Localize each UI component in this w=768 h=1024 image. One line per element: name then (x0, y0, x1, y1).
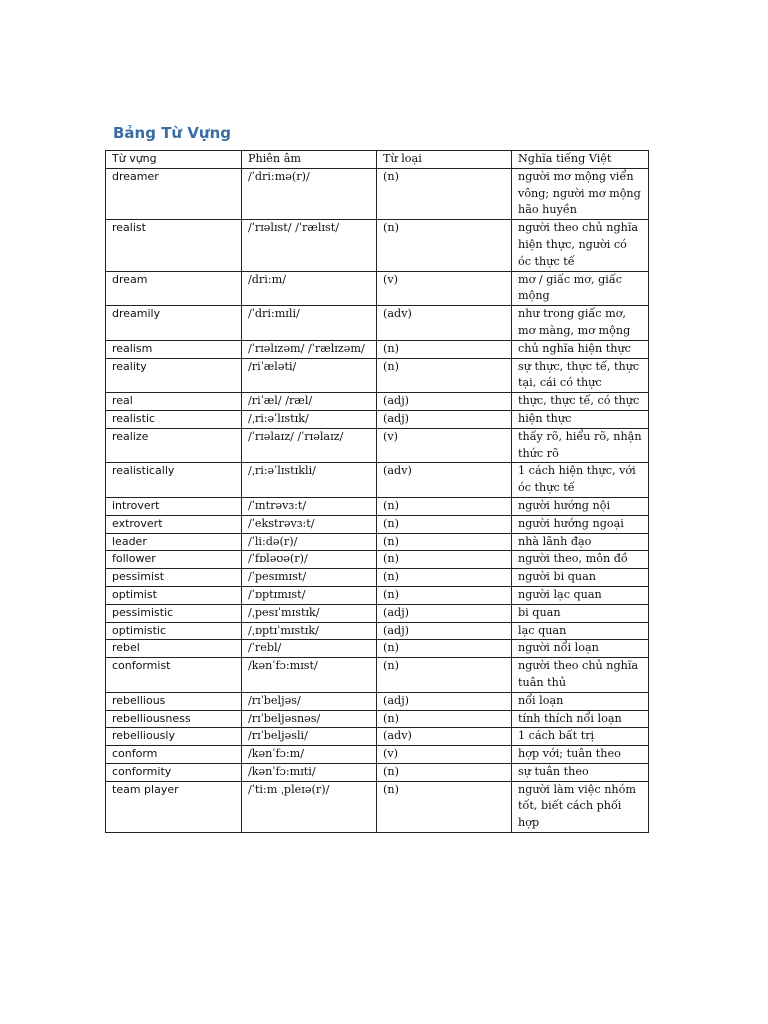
table-row (106, 515, 649, 533)
meaning-cell: người theo chủ nghĩa hiện thực, người có óc thực tế (512, 220, 649, 271)
pronunciation-cell: /ˈrebl/ (242, 640, 377, 658)
pronunciation-cell: /ˈti:m ˌpleɪə(r)/ (242, 781, 377, 832)
page-title: Bảng Từ Vựng (113, 124, 232, 142)
pronunciation-cell: /ˈli:də(r)/ (242, 533, 377, 551)
part-of-speech-cell: (adv) (377, 306, 512, 341)
table-row (106, 586, 649, 604)
table-row (106, 393, 649, 411)
meaning-cell: người làm việc nhóm tốt, biết cách phối hợp (512, 781, 649, 832)
column-header-pronunciation: Phiên âm (242, 151, 377, 169)
pronunciation-cell: /ˈekstrəvɜ:t/ (242, 515, 377, 533)
meaning-cell: người nổi loạn (512, 640, 649, 658)
part-of-speech-cell: (adj) (377, 622, 512, 640)
part-of-speech-cell: (n) (377, 358, 512, 393)
meaning-cell: thực, thực tế, có thực (512, 393, 649, 411)
meaning-cell: người mơ mộng viển vông; người mơ mộng hão huyền (512, 168, 649, 219)
table-row (106, 640, 649, 658)
part-of-speech-cell: (adj) (377, 692, 512, 710)
table-row (106, 763, 649, 781)
table-row (106, 463, 649, 498)
part-of-speech-cell: (n) (377, 168, 512, 219)
part-of-speech-cell: (adv) (377, 728, 512, 746)
table-row (106, 710, 649, 728)
pronunciation-cell: /dri:m/ (242, 271, 377, 306)
part-of-speech-cell: (n) (377, 640, 512, 658)
meaning-cell: 1 cách hiện thực, với óc thực tế (512, 463, 649, 498)
word-cell: realize (106, 428, 242, 463)
word-cell: extrovert (106, 515, 242, 533)
table-row (106, 533, 649, 551)
meaning-cell: người bi quan (512, 569, 649, 587)
word-cell: follower (106, 551, 242, 569)
table-row (106, 358, 649, 393)
word-cell: dreamily (106, 306, 242, 341)
word-cell: dream (106, 271, 242, 306)
word-cell: pessimistic (106, 604, 242, 622)
meaning-cell: sự tuân theo (512, 763, 649, 781)
pronunciation-cell: /ˈɒptɪmɪst/ (242, 586, 377, 604)
pronunciation-cell: /ˈɪntrəvɜ:t/ (242, 497, 377, 515)
meaning-cell: sự thực, thực tế, thực tại, cái có thực (512, 358, 649, 393)
word-cell: realism (106, 340, 242, 358)
vocabulary-table (105, 150, 649, 833)
word-cell: introvert (106, 497, 242, 515)
meaning-cell: người theo, môn đồ (512, 551, 649, 569)
table-row (106, 497, 649, 515)
column-header-part-of-speech: Từ loại (377, 151, 512, 169)
word-cell: dreamer (106, 168, 242, 219)
pronunciation-cell: /ˈrɪəlɪst/ /ˈrælɪst/ (242, 220, 377, 271)
pronunciation-cell: /ˈrɪəlɪzəm/ /ˈrælɪzəm/ (242, 340, 377, 358)
table-row (106, 569, 649, 587)
word-cell: conformist (106, 658, 242, 693)
part-of-speech-cell: (n) (377, 220, 512, 271)
table-row (106, 220, 649, 271)
word-cell: reality (106, 358, 242, 393)
table-row (106, 551, 649, 569)
pronunciation-cell: /rɪˈbeljəs/ (242, 692, 377, 710)
table-row (106, 658, 649, 693)
column-header-word: Từ vựng (106, 151, 242, 169)
word-cell: conform (106, 746, 242, 764)
word-cell: rebelliously (106, 728, 242, 746)
table-row (106, 306, 649, 341)
table-row (106, 728, 649, 746)
meaning-cell: hợp với; tuân theo (512, 746, 649, 764)
word-cell: rebellious (106, 692, 242, 710)
word-cell: realist (106, 220, 242, 271)
part-of-speech-cell: (n) (377, 658, 512, 693)
pronunciation-cell: /kənˈfɔ:mɪst/ (242, 658, 377, 693)
meaning-cell: người theo chủ nghĩa tuân thủ (512, 658, 649, 693)
table-row (106, 622, 649, 640)
table-row (106, 746, 649, 764)
meaning-cell: hiện thực (512, 410, 649, 428)
pronunciation-cell: /rɪˈbeljəsli/ (242, 728, 377, 746)
pronunciation-cell: /kənˈfɔ:m/ (242, 746, 377, 764)
table-row (106, 271, 649, 306)
meaning-cell: tính thích nổi loạn (512, 710, 649, 728)
word-cell: optimistic (106, 622, 242, 640)
meaning-cell: người lạc quan (512, 586, 649, 604)
meaning-cell: chủ nghĩa hiện thực (512, 340, 649, 358)
part-of-speech-cell: (n) (377, 710, 512, 728)
part-of-speech-cell: (n) (377, 586, 512, 604)
pronunciation-cell: /ˌri:əˈlɪstɪk/ (242, 410, 377, 428)
pronunciation-cell: /ˌri:əˈlɪstɪkli/ (242, 463, 377, 498)
table-row (106, 168, 649, 219)
part-of-speech-cell: (v) (377, 271, 512, 306)
meaning-cell: bi quan (512, 604, 649, 622)
part-of-speech-cell: (adj) (377, 393, 512, 411)
pronunciation-cell: /rɪˈbeljəsnəs/ (242, 710, 377, 728)
word-cell: real (106, 393, 242, 411)
word-cell: team player (106, 781, 242, 832)
pronunciation-cell: /ˈfɒləʊə(r)/ (242, 551, 377, 569)
table-row (106, 781, 649, 832)
pronunciation-cell: /ˈrɪəlaɪz/ /ˈrɪəlaɪz/ (242, 428, 377, 463)
word-cell: realistically (106, 463, 242, 498)
meaning-cell: mơ / giấc mơ, giấc mộng (512, 271, 649, 306)
part-of-speech-cell: (adv) (377, 463, 512, 498)
part-of-speech-cell: (n) (377, 497, 512, 515)
table-row (106, 410, 649, 428)
pronunciation-cell: /ˌɒptɪˈmɪstɪk/ (242, 622, 377, 640)
pronunciation-cell: /ˈpesɪmɪst/ (242, 569, 377, 587)
table-row (106, 692, 649, 710)
word-cell: pessimist (106, 569, 242, 587)
pronunciation-cell: /ˌpesɪˈmɪstɪk/ (242, 604, 377, 622)
pronunciation-cell: /kənˈfɔ:mɪti/ (242, 763, 377, 781)
part-of-speech-cell: (n) (377, 533, 512, 551)
table-header-row (106, 151, 649, 169)
word-cell: realistic (106, 410, 242, 428)
part-of-speech-cell: (n) (377, 569, 512, 587)
word-cell: rebel (106, 640, 242, 658)
column-header-meaning: Nghĩa tiếng Việt (512, 151, 649, 169)
meaning-cell: người hướng nội (512, 497, 649, 515)
pronunciation-cell: /riˈæl/ /ræl/ (242, 393, 377, 411)
part-of-speech-cell: (n) (377, 340, 512, 358)
meaning-cell: 1 cách bất trị (512, 728, 649, 746)
part-of-speech-cell: (v) (377, 746, 512, 764)
word-cell: conformity (106, 763, 242, 781)
meaning-cell: như trong giấc mơ, mơ màng, mơ mộng (512, 306, 649, 341)
pronunciation-cell: /riˈæləti/ (242, 358, 377, 393)
pronunciation-cell: /ˈdri:mɪli/ (242, 306, 377, 341)
part-of-speech-cell: (n) (377, 781, 512, 832)
table-row (106, 428, 649, 463)
part-of-speech-cell: (n) (377, 515, 512, 533)
part-of-speech-cell: (v) (377, 428, 512, 463)
part-of-speech-cell: (adj) (377, 604, 512, 622)
part-of-speech-cell: (n) (377, 551, 512, 569)
table-row (106, 604, 649, 622)
meaning-cell: người hướng ngoại (512, 515, 649, 533)
part-of-speech-cell: (adj) (377, 410, 512, 428)
meaning-cell: nhà lãnh đạo (512, 533, 649, 551)
meaning-cell: thấy rõ, hiểu rõ, nhận thức rõ (512, 428, 649, 463)
meaning-cell: nổi loạn (512, 692, 649, 710)
word-cell: rebelliousness (106, 710, 242, 728)
word-cell: optimist (106, 586, 242, 604)
pronunciation-cell: /ˈdri:mə(r)/ (242, 168, 377, 219)
table-row (106, 340, 649, 358)
meaning-cell: lạc quan (512, 622, 649, 640)
word-cell: leader (106, 533, 242, 551)
part-of-speech-cell: (n) (377, 763, 512, 781)
